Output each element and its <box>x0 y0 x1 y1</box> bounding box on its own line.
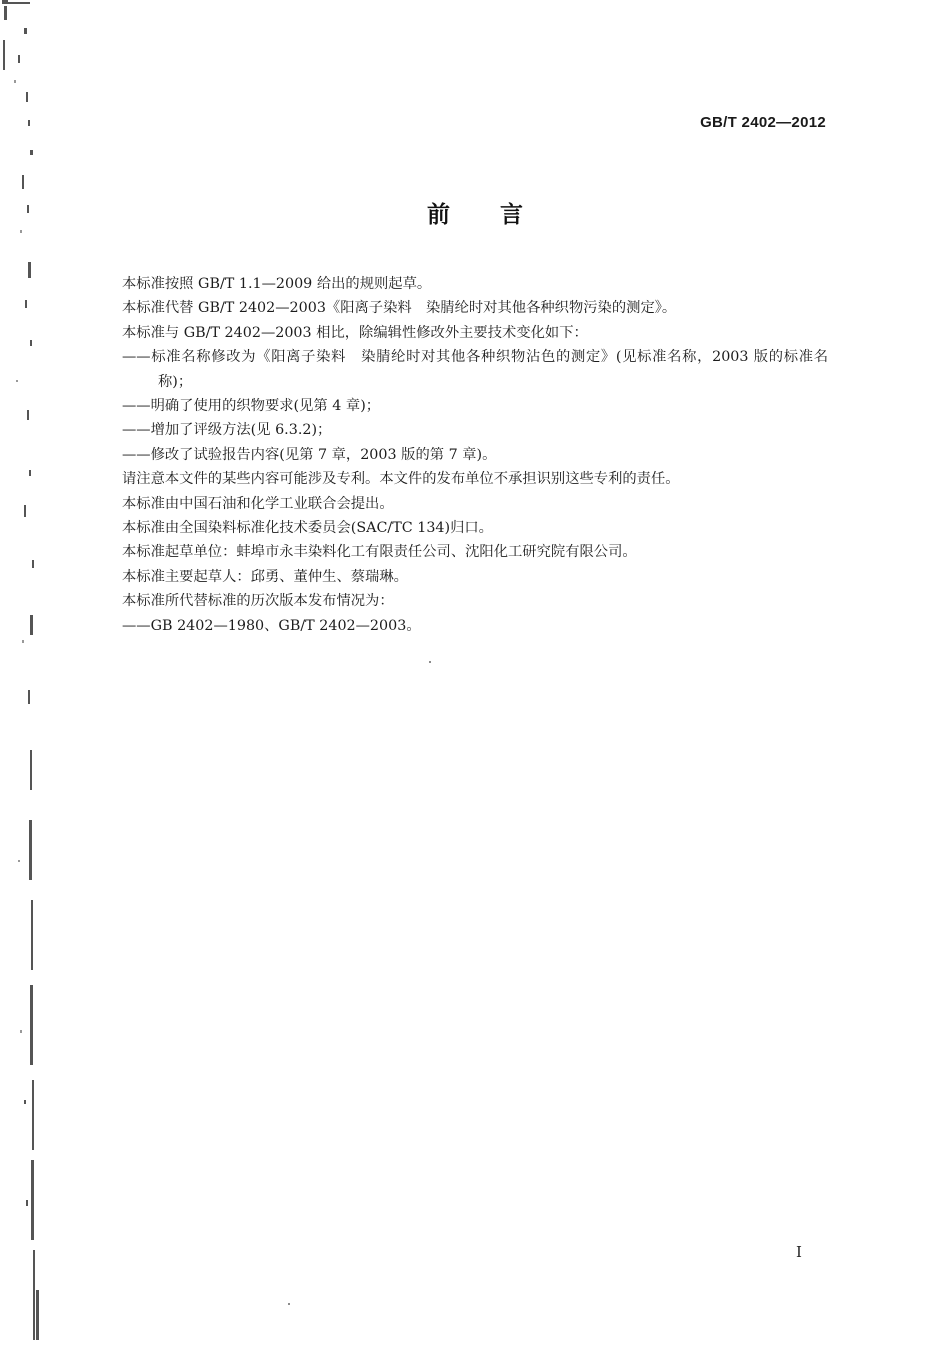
change-item-rating: ——增加了评级方法(见 6.3.2)； <box>122 422 332 439</box>
history-item: ——GB 2402—1980、GB/T 2402—2003。 <box>122 617 421 634</box>
scan-speck <box>288 1303 290 1305</box>
change-item-report: ——修改了试验报告内容(见第 7 章，2003 版的第 7 章)。 <box>122 446 497 463</box>
change-item-fabric: ——明确了使用的织物要求(见第 4 章)； <box>122 398 381 415</box>
scan-speck <box>429 661 431 663</box>
paragraph-drafting-units: 本标准起草单位：蚌埠市永丰染料化工有限责任公司、沈阳化工研究院有限公司。 <box>122 544 637 561</box>
foreword-body <box>122 272 828 638</box>
standard-code: GB/T 2402—2012 <box>700 114 826 131</box>
paragraph-drafters: 本标准主要起草人：邱勇、董仲生、蔡瑞琳。 <box>122 568 408 585</box>
paragraph-proposer: 本标准由中国石油和化学工业联合会提出。 <box>122 495 394 512</box>
paragraph-history-intro: 本标准所代替标准的历次版本发布情况为： <box>122 593 394 610</box>
page-title: 前言 <box>427 202 573 228</box>
paragraph-committee: 本标准由全国染料标准化技术委员会(SAC/TC 134)归口。 <box>122 520 493 537</box>
paragraph-drafting-rules: 本标准按照 GB/T 1.1—2009 给出的规则起草。 <box>122 276 432 292</box>
change-item-title: ——标准名称修改为《阳离子染料 染腈纶时对其他各种织物沾色的测定》(见标准名称，2003 版的标准名称)； <box>122 349 828 390</box>
paragraph-patent-notice: 请注意本文件的某些内容可能涉及专利。本文件的发布单位不承担识别这些专利的责任。 <box>122 471 680 488</box>
paragraph-replaces: 本标准代替 GB/T 2402—2003《阳离子染料 染腈纶时对其他各种织物污染的测定》。 <box>122 300 677 317</box>
paragraph-changes-intro: 本标准与 GB/T 2402—2003 相比，除编辑性修改外主要技术变化如下： <box>122 324 588 341</box>
page-number: I <box>796 1243 802 1261</box>
